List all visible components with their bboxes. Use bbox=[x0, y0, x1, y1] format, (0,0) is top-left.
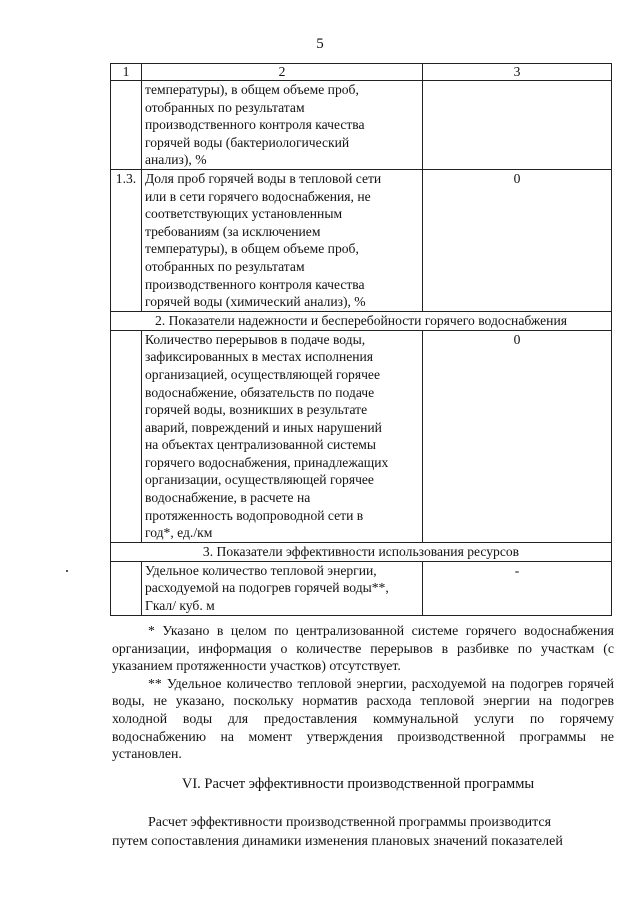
section-heading: VI. Расчет эффективности производственной программы bbox=[181, 776, 535, 792]
row-value bbox=[423, 81, 612, 170]
row-number bbox=[111, 81, 142, 170]
row-number bbox=[111, 330, 142, 542]
paragraph-line-1: Расчет эффективности производственной программы производится bbox=[148, 815, 552, 830]
section-row bbox=[111, 311, 612, 330]
row-value: - bbox=[423, 561, 612, 615]
row-value: 0 bbox=[423, 330, 612, 542]
row-description: температуры), в общем объеме проб, отобранных по результатам производственного контроля качества горячей воды (бактериологический анализ), % bbox=[142, 81, 423, 170]
paragraph-line-2: путем сопоставления динамики изменения плановых значений показателей bbox=[112, 834, 563, 849]
header-col-2: 2 bbox=[142, 64, 423, 81]
table-row bbox=[111, 561, 612, 615]
body-paragraph bbox=[112, 813, 614, 851]
section-row bbox=[111, 542, 612, 561]
header-col-1: 1 bbox=[111, 64, 142, 81]
row-description: Количество перерывов в подаче воды, зафиксированных в местах исполнения организацией, осуществляющей горячее водоснабжение, обязательств по подаче горячей воды, возникших в результате аварий, повреждений и иных нарушений на объектах централизованной системы горячего водоснабжения, принадлежащих организации, осуществляющей горячее водоснабжение, в расчете на протяженность водопроводной сети в год*, ед./км bbox=[142, 330, 423, 542]
footnote-1: * Указано в целом по централизованной системе горячего водоснабжения организации, информация о количестве перерывов в разбивке по участкам (с указанием протяженности участков) отсутствует. bbox=[112, 623, 614, 674]
table-row bbox=[111, 81, 612, 170]
table-row bbox=[111, 169, 612, 311]
header-col-3: 3 bbox=[423, 64, 612, 81]
row-description: Удельное количество тепловой энергии, расходуемой на подогрев горячей воды**, Гкал/ куб. м bbox=[142, 561, 423, 615]
row-value: 0 bbox=[423, 169, 612, 311]
row-number bbox=[111, 561, 142, 615]
table-row bbox=[111, 330, 612, 542]
indicators-table bbox=[110, 63, 612, 616]
scan-speck bbox=[66, 570, 68, 572]
section-title: 2. Показатели надежности и бесперебойности горячего водоснабжения bbox=[111, 311, 612, 330]
footnotes bbox=[112, 622, 614, 763]
page-number: 5 bbox=[316, 36, 324, 52]
table-header-row bbox=[111, 64, 612, 81]
row-number: 1.3. bbox=[111, 169, 142, 311]
footnote-2: ** Удельное количество тепловой энергии, расходуемой на подогрев горячей воды, не указано, поскольку норматив расхода тепловой энергии на подогрев холодной воды для предоставления коммунальной услуги по горячему водоснабжению на момент утверждения производственной программы не установлен. bbox=[112, 675, 614, 762]
row-description: Доля проб горячей воды в тепловой сети или в сети горячего водоснабжения, не соответствующих установленным требованиям (за исключением температуры), в общем объеме проб, отобранных по результатам производственного контроля качества горячей воды (химический анализ), % bbox=[142, 169, 423, 311]
section-title: 3. Показатели эффективности использования ресурсов bbox=[111, 542, 612, 561]
